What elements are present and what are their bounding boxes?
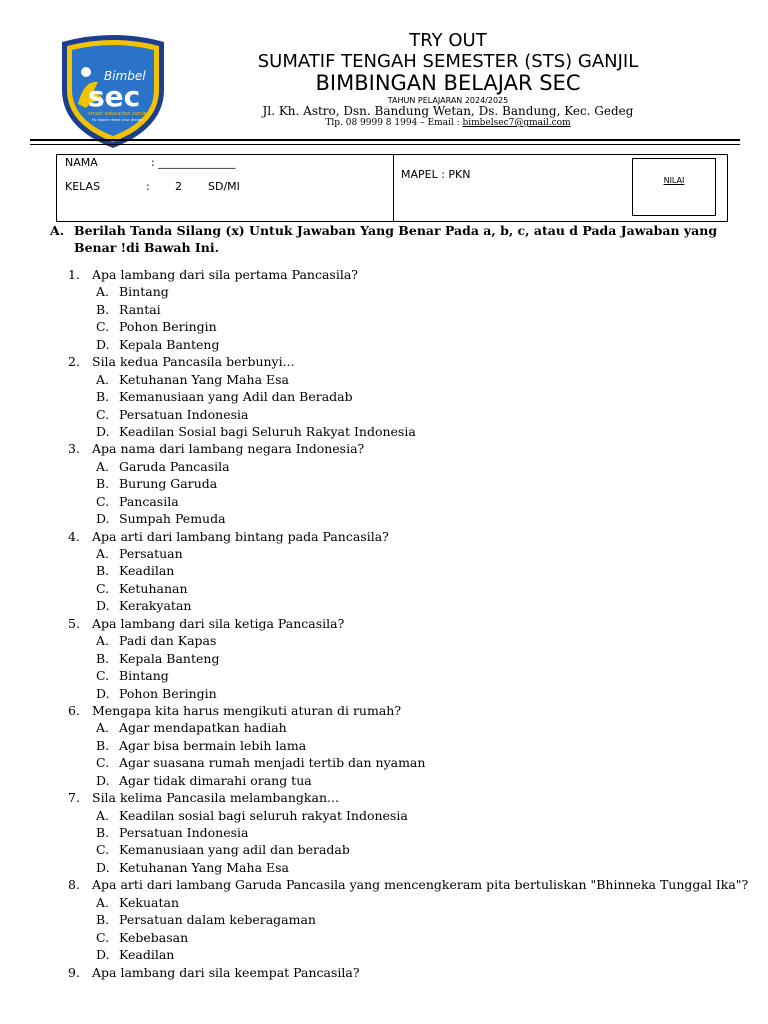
answer-option[interactable]	[0, 911, 768, 928]
question-number: 4.	[68, 528, 80, 544]
option-label: D.	[96, 947, 110, 963]
option-text: Burung Garuda	[119, 476, 218, 492]
header-title-exam: SUMATIF TENGAH SEMESTER (STS) GANJIL	[257, 51, 639, 72]
header-rule-thick	[30, 139, 740, 141]
question-number: 9.	[68, 964, 80, 980]
question-number: 7.	[68, 790, 80, 806]
section-label: A.	[50, 223, 65, 238]
kelas-separator: :	[146, 180, 150, 193]
header-academic-year: TAHUN PELAJARAN 2024/2025	[387, 96, 509, 105]
option-label: A.	[96, 458, 110, 474]
question-text: Apa arti dari lambang Garuda Pancasila yang mencengkeram pita bertuliskan "Bhinneka Tunggal Ika"?	[92, 877, 749, 893]
answer-option[interactable]	[0, 719, 768, 736]
header-title-tryout: TRY OUT	[409, 30, 487, 51]
logo-brand-sub: smart education center	[88, 111, 149, 117]
option-label: D.	[96, 511, 110, 527]
option-text: Pohon Beringin	[119, 685, 217, 701]
header-title-institution: BIMBINGAN BELAJAR SEC	[315, 71, 581, 95]
nilai-label: NILAI	[663, 176, 685, 185]
option-label: D.	[96, 423, 110, 439]
question-item	[0, 876, 768, 893]
question-item	[0, 266, 768, 283]
question-text: Apa nama dari lambang negara Indonesia?	[92, 441, 365, 457]
option-text: Pancasila	[119, 493, 179, 509]
question-number: 8.	[68, 877, 80, 893]
option-label: D.	[96, 598, 110, 614]
question-item	[0, 789, 768, 806]
answer-option[interactable]	[0, 667, 768, 684]
option-text: Kepala Banteng	[119, 336, 220, 352]
option-label: B.	[96, 476, 110, 492]
option-label: C.	[96, 842, 110, 858]
logo-brand-big: sec	[88, 80, 141, 113]
option-label: A.	[96, 284, 110, 300]
answer-option[interactable]	[0, 510, 768, 527]
option-text: Kebebasan	[119, 929, 189, 945]
option-text: Keadilan Sosial bagi Seluruh Rakyat Indonesia	[119, 423, 416, 439]
option-label: B.	[96, 912, 110, 928]
answer-option[interactable]	[0, 283, 768, 300]
answer-option[interactable]	[0, 336, 768, 353]
option-label: A.	[96, 633, 110, 649]
option-text: Garuda Pancasila	[119, 458, 230, 474]
question-item	[0, 528, 768, 545]
option-label: B.	[96, 825, 110, 840]
answer-option[interactable]	[0, 632, 768, 649]
option-label: A.	[96, 546, 110, 561]
identity-divider	[393, 155, 394, 221]
kelas-label: KELAS	[65, 180, 101, 193]
student-identity-box	[56, 154, 728, 222]
option-label: C.	[96, 668, 110, 684]
question-text: Apa arti dari lambang bintang pada Pancasila?	[92, 528, 389, 544]
option-text: Agar tidak dimarahi orang tua	[119, 772, 312, 788]
logo-brand-small: Bimbel	[104, 69, 146, 83]
question-number: 2.	[68, 354, 80, 370]
answer-option[interactable]	[0, 650, 768, 667]
option-text: Bintang	[119, 284, 169, 300]
answer-option[interactable]	[0, 545, 768, 562]
question-text: Apa lambang dari sila keempat Pancasila?	[92, 964, 360, 980]
option-label: C.	[96, 580, 110, 596]
option-label: B.	[96, 650, 110, 666]
instruction-text: Berilah Tanda Silang (x) Untuk Jawaban Yang Benar Pada a, b, c, atau d Pada Jawaban yang Benar !di Bawah Ini.	[74, 223, 718, 255]
option-text: Ketuhanan Yang Maha Esa	[119, 859, 289, 875]
option-label: B.	[96, 301, 110, 317]
answer-option[interactable]	[0, 301, 768, 318]
question-item	[0, 615, 768, 632]
answer-option[interactable]	[0, 371, 768, 388]
answer-option[interactable]	[0, 685, 768, 702]
answer-option[interactable]	[0, 772, 768, 789]
option-text: Ketuhanan	[119, 580, 188, 596]
option-text: Ketuhanan Yang Maha Esa	[119, 371, 289, 387]
answer-option[interactable]	[0, 929, 768, 946]
header-address: Jl. Kh. Astro, Dsn. Bandung Wetan, Ds. Bandung, Kec. Gedeg	[262, 104, 634, 118]
option-label: C.	[96, 319, 110, 335]
option-label: B.	[96, 563, 110, 579]
option-text: Kemanusiaan yang adil dan beradab	[119, 842, 350, 858]
mapel-label: MAPEL : PKN	[401, 168, 471, 181]
option-text: Agar bisa bermain lebih lama	[119, 737, 307, 753]
question-number: 1.	[68, 267, 80, 282]
answer-option[interactable]	[0, 318, 768, 335]
answer-option[interactable]	[0, 475, 768, 492]
answer-option[interactable]	[0, 807, 768, 824]
option-text: Padi dan Kapas	[119, 633, 217, 649]
option-label: C.	[96, 406, 110, 422]
option-text: Kerakyatan	[119, 598, 192, 614]
question-number: 3.	[68, 441, 80, 457]
option-label: A.	[96, 720, 110, 736]
option-text: Kekuatan	[119, 894, 180, 910]
answer-option[interactable]	[0, 493, 768, 510]
question-number: 5.	[68, 615, 80, 631]
kelas-level: SD/MI	[208, 180, 240, 193]
answer-option[interactable]	[0, 946, 768, 963]
option-text: Keadilan	[119, 563, 175, 579]
option-label: D.	[96, 859, 110, 875]
question-item	[0, 440, 768, 457]
option-text: Agar suasana rumah menjadi tertib dan nyaman	[119, 755, 426, 771]
question-text: Apa lambang dari sila pertama Pancasila?	[92, 267, 358, 282]
header-email-link[interactable]: bimbelsec7@gmail.com	[462, 118, 571, 128]
answer-option[interactable]	[0, 458, 768, 475]
option-text: Sumpah Pemuda	[119, 511, 226, 527]
option-label: A.	[96, 894, 110, 910]
option-text: Rantai	[119, 301, 161, 317]
question-text: Mengapa kita harus mengikuti aturan di rumah?	[92, 702, 402, 718]
nama-label: NAMA	[65, 156, 98, 169]
option-text: Persatuan Indonesia	[119, 825, 249, 840]
option-text: Pohon Beringin	[119, 319, 217, 335]
option-label: A.	[96, 807, 110, 823]
bimbel-sec-logo	[56, 32, 170, 150]
answer-option[interactable]	[0, 859, 768, 876]
option-label: D.	[96, 685, 110, 701]
option-label: C.	[96, 929, 110, 945]
answer-option[interactable]	[0, 597, 768, 614]
question-item	[0, 353, 768, 370]
answer-option[interactable]	[0, 580, 768, 597]
option-text: Persatuan	[119, 546, 183, 561]
answer-option[interactable]	[0, 824, 768, 841]
answer-option[interactable]	[0, 841, 768, 858]
answer-option[interactable]	[0, 423, 768, 440]
option-label: A.	[96, 371, 110, 387]
nilai-box[interactable]	[632, 158, 716, 216]
header-contact	[200, 118, 696, 129]
question-list	[0, 266, 768, 981]
option-text: Agar mendapatkan hadiah	[119, 720, 287, 736]
option-label: B.	[96, 737, 110, 753]
option-text: Keadilan sosial bagi seluruh rakyat Indonesia	[119, 807, 408, 823]
option-label: D.	[96, 336, 110, 352]
option-label: C.	[96, 493, 110, 509]
option-text: Keadilan	[119, 947, 175, 963]
option-text: Bintang	[119, 668, 169, 684]
question-text: Sila kedua Pancasila berbunyi...	[92, 354, 295, 370]
nama-field[interactable]: : ______________	[151, 156, 236, 169]
kelas-value: 2	[175, 180, 182, 193]
question-text: Sila kelima Pancasila melambangkan...	[92, 790, 339, 806]
header-rule-thin	[30, 144, 740, 145]
question-item	[0, 702, 768, 719]
option-label: C.	[96, 755, 110, 771]
option-text: Kemanusiaan yang Adil dan Beradab	[119, 389, 353, 405]
option-text: Persatuan Indonesia	[119, 406, 249, 422]
option-text: Persatuan dalam keberagaman	[119, 912, 316, 928]
answer-option[interactable]	[0, 562, 768, 579]
option-label: B.	[96, 389, 110, 405]
header-phone: Tlp. 08 9999 8 1994 – Email :	[325, 118, 463, 128]
answer-option[interactable]	[0, 894, 768, 911]
option-label: D.	[96, 772, 110, 788]
logo-brand-tag: fly higher reach your dream	[92, 118, 143, 122]
question-number: 6.	[68, 702, 80, 718]
answer-option[interactable]	[0, 754, 768, 771]
question-item	[0, 964, 768, 981]
answer-option[interactable]	[0, 737, 768, 754]
answer-option[interactable]	[0, 406, 768, 423]
answer-option[interactable]	[0, 388, 768, 405]
option-text: Kepala Banteng	[119, 650, 220, 666]
question-text: Apa lambang dari sila ketiga Pancasila?	[92, 615, 345, 631]
